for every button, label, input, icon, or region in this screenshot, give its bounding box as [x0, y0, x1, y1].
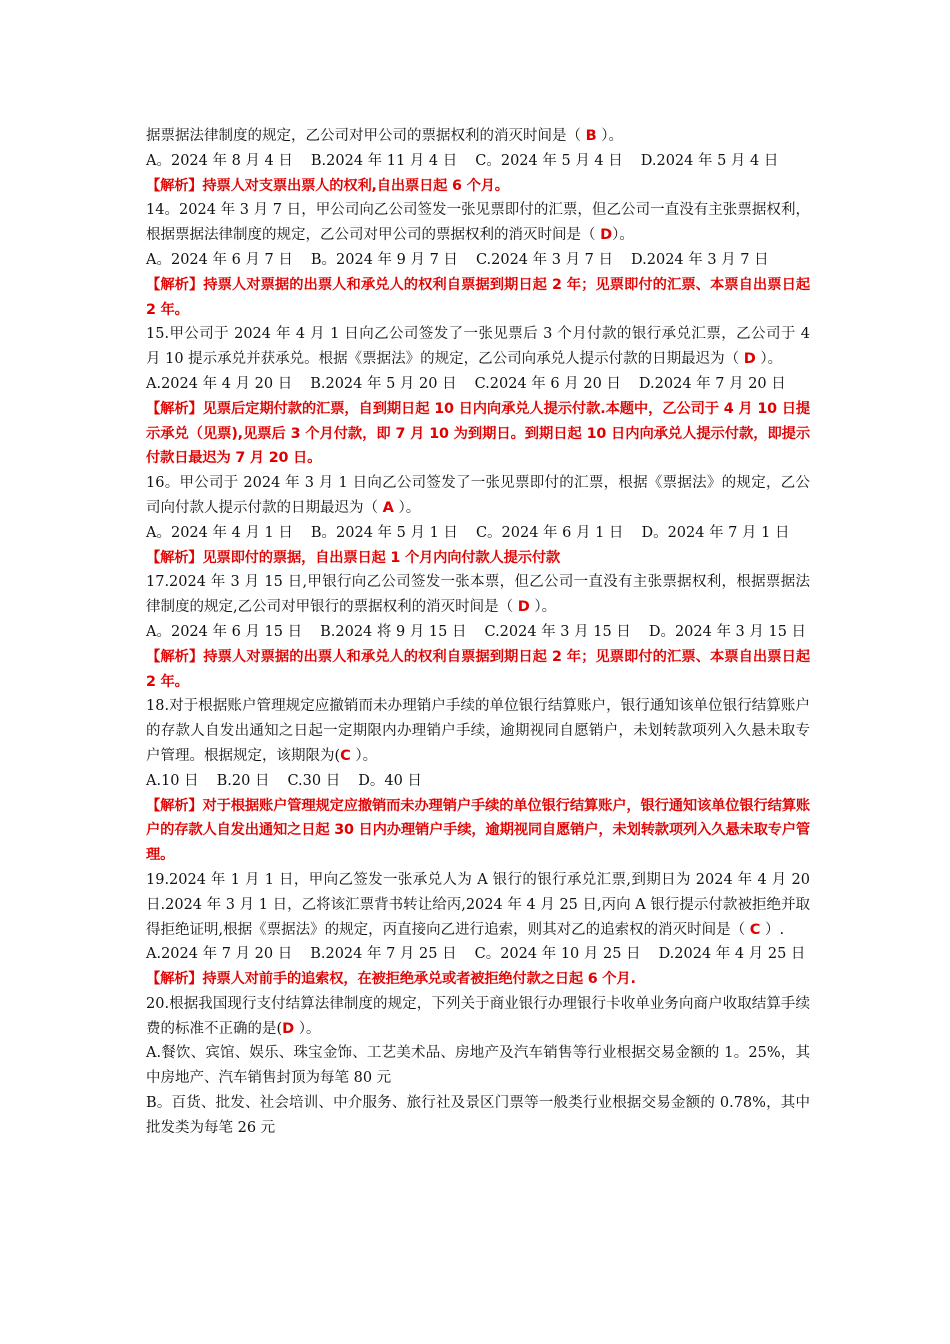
option-20-a: A.餐饮、宾馆、娱乐、珠宝金饰、工艺美术品、房地产及汽车销售等行业根据交易金额的 1。25%，其中房地产、汽车销售封顶为每笔 80 元 [146, 1045, 810, 1087]
question-20: 20.根据我国现行支付结算法律制度的规定，下列关于商业银行办理银行卡收单业务向商户收取结算手续费的标准不正确的是(D ）。 [146, 995, 810, 1037]
question-14: 14。2024 年 3 月 7 日，甲公司向乙公司签发一张见票即付的汇票，但乙公司一直没有主张票据权利，根据票据法律制度的规定，乙公司对甲公司的票据权利的消灭时间是（ D）。 [146, 202, 810, 244]
option: B.2024 年 11 月 4 日 [310, 152, 458, 169]
question-19: 19.2024 年 1 月 1 日，甲向乙签发一张承兑人为 A 银行的银行承兑汇票,到期日为 2024 年 4 月 20 日.2024 年 3 月 1 日，乙将该汇票背书转让给丙,2024 年 4 月 25 日,丙向 A 银行提示付款被拒绝并取得拒绝证明,根据《票据法》的规定，丙直接向乙进行追索，则其对乙的追索权的消灭时间是（ C ）. [146, 871, 810, 938]
option: D。2024 年 3 月 15 日 [648, 623, 807, 640]
option: A。2024 年 8 月 4 日 [146, 152, 293, 169]
option: D.2024 年 5 月 4 日 [640, 152, 779, 169]
answer-15: D [743, 351, 756, 368]
option: A。2024 年 4 月 1 日 [146, 524, 293, 541]
analysis-13: 【解析】持票人对支票出票人的权利,自出票日起 6 个月。 [146, 177, 509, 194]
answer-14: D [600, 227, 613, 244]
question-17: 17.2024 年 3 月 15 日,甲银行向乙公司签发一张本票，但乙公司一直没有主张票据权利，根据票据法律制度的规定,乙公司对甲银行的票据权利的消灭时间是（ D ）。 [146, 574, 810, 616]
options-14 [146, 248, 810, 273]
option: C。2024 年 6 月 1 日 [475, 524, 624, 541]
answer-18: C [340, 747, 351, 764]
question-15: 15.甲公司于 2024 年 4 月 1 日向乙公司签发了一张见票后 3 个月付款的银行承兑汇票，乙公司于 4 月 10 提示承兑并获承兑。根据《票据法》的规定，乙公司向承兑人提示付款的日期最迟为（ D ）。 [146, 326, 810, 368]
analysis-18: 【解析】对于根据账户管理规定应撤销而未办理销户手续的单位银行结算账户，银行通知该单位银行结算账户的存款人自发出通知之日起 30 日内办理销户手续，逾期视同自愿销户，未划转款项列入久悬未取专户管理。 [146, 797, 810, 864]
options-16 [146, 521, 810, 546]
option: A。2024 年 6 月 7 日 [146, 251, 293, 268]
option: B.2024 将 9 月 15 日 [320, 623, 467, 640]
option: C.2024 年 3 月 15 日 [484, 623, 631, 640]
options-19 [146, 942, 810, 967]
options-13 [146, 149, 810, 174]
option: D。40 日 [358, 772, 422, 789]
option: C。2024 年 10 月 25 日 [474, 946, 641, 963]
options-15 [146, 372, 810, 397]
option: C.2024 年 6 月 20 日 [474, 375, 621, 392]
option: C。2024 年 5 月 4 日 [475, 152, 623, 169]
answer-13: B [585, 128, 597, 144]
option: B.20 日 [216, 772, 270, 789]
option-20-b: B。百货、批发、社会培训、中介服务、旅行社及景区门票等一般类行业根据交易金额的 0.78%，其中批发类为每笔 26 元 [146, 1095, 810, 1136]
question-18: 18.对于根据账户管理规定应撤销而未办理销户手续的单位银行结算账户，银行通知该单位银行结算账户的存款人自发出通知之日起一定期限内办理销户手续，逾期视同自愿销户，未划转款项列入久悬未取专户管理。根据规定，该期限为(C ）。 [146, 698, 810, 764]
option: D.2024 年 7 月 20 日 [638, 375, 786, 392]
analysis-14: 【解析】持票人对票据的出票人和承兑人的权利自票据到期日起 2 年；见票即付的汇票、本票自出票日起 2 年。 [146, 276, 810, 318]
analysis-17: 【解析】持票人对票据的出票人和承兑人的权利自票据到期日起 2 年；见票即付的汇票、本票自出票日起 2 年。 [146, 648, 810, 690]
option: A.10 日 [146, 772, 199, 789]
option: D.2024 年 3 月 7 日 [631, 251, 769, 268]
question-13-tail: 据票据法律制度的规定，乙公司对甲公司的票据权利的消灭时间是（ B ）。 [146, 128, 624, 144]
option: B.2024 年 7 月 25 日 [310, 946, 457, 963]
option: D.2024 年 4 月 25 日 [658, 946, 806, 963]
answer-19: C [749, 921, 761, 938]
option: A.2024 年 7 月 20 日 [146, 946, 293, 963]
option: C.30 日 [287, 772, 341, 789]
analysis-15: 【解析】见票后定期付款的汇票，自到期日起 10 日内向承兑人提示付款.本题中，乙公司于 4 月 10 日提示承兑（见票),见票后 3 个月付款，即 7 月 10 为到期日。到期日起 10 日内向承兑人提示付款，即提示付款日最迟为 7 月 20 日。 [146, 400, 810, 467]
analysis-19: 【解析】持票人对前手的追索权，在被拒绝承兑或者被拒绝付款之日起 6 个月. [146, 971, 636, 988]
answer-20: D [282, 1020, 295, 1037]
option: D。2024 年 7 月 1 日 [641, 524, 790, 541]
option: A.2024 年 4 月 20 日 [146, 375, 293, 392]
document-page [146, 124, 810, 1141]
option: B。2024 年 5 月 1 日 [310, 524, 458, 541]
options-18 [146, 769, 810, 794]
options-17 [146, 620, 810, 645]
analysis-16: 【解析】见票即付的票据，自出票日起 1 个月内向付款人提示付款 [146, 549, 561, 566]
option: C.2024 年 3 月 7 日 [475, 251, 614, 268]
question-16: 16。甲公司于 2024 年 3 月 1 日向乙公司签发了一张见票即付的汇票，根据《票据法》的规定，乙公司向付款人提示付款的日期最迟为（ A ）。 [146, 475, 810, 516]
option: A。2024 年 6 月 15 日 [146, 623, 303, 640]
answer-17: D [517, 599, 530, 616]
option: B。2024 年 9 月 7 日 [310, 251, 458, 268]
option: B.2024 年 5 月 20 日 [310, 375, 457, 392]
answer-16: A [382, 499, 394, 516]
